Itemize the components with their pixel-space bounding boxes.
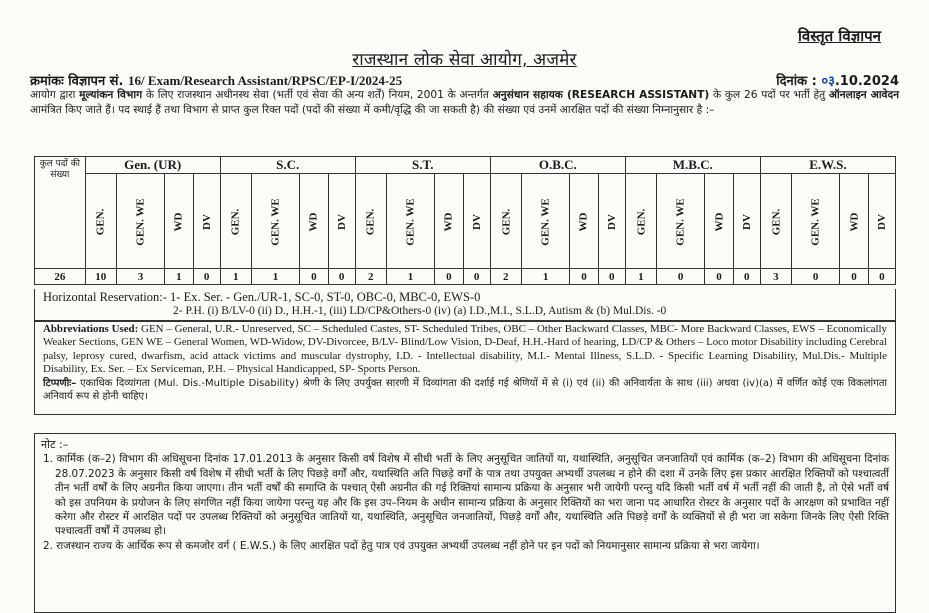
posts-value: 2 bbox=[355, 269, 386, 285]
subcategory-header-row bbox=[35, 174, 896, 269]
subcategory-label: GEN. bbox=[364, 208, 377, 236]
subcategory-label: GEN. bbox=[634, 208, 647, 236]
subcategory-header bbox=[625, 174, 656, 269]
abbreviations-text: GEN – General, U.R.- Unreserved, SC – Scheduled Castes, ST- Scheduled Tribes, OBC – Other Backward Classes, MBC- More Backward Classes, EWS – Economically Weaker Sections, GEN WE – General Women, WD-Widow, DV-Divorcee, B/LV- Blind/Low Vision, D-Deaf, H.H.-Hard of hearing, LD/CP & Others – Loco motor Disability including Cerebral palsy, leprosy cured, dwarfism, acid attack victims and muscular dystrophy, I.D. - Intellectual disability, M.I.- Mental Illness, S.L.D. - Specific Learning Disability, Mul.Dis.- Multiple Disability, Ex. Ser. – Ex Serviceman, P.H. – Physical Handicapped, SP- Sports Person. bbox=[43, 323, 887, 376]
subcategory-header bbox=[598, 174, 625, 269]
subcategory-header bbox=[868, 174, 895, 269]
subcategory-header bbox=[733, 174, 760, 269]
posts-value: 1 bbox=[165, 269, 193, 285]
subcategory-header bbox=[435, 174, 463, 269]
online-application: ऑनलाइन आवेदन bbox=[828, 89, 899, 101]
note-item: 2. राजस्थान राज्य के आर्थिक रूप से कमजोर वर्ग ( E.W.S.) के लिए आरक्षित पदों हेतु पात्र एवं उपयुक्त अभ्यर्थी उपलब्ध नहीं होने पर इन पदों को नियमानुसार सामान्य प्रक्रिया से भरा जायेगा। bbox=[43, 539, 760, 552]
remark-label: टिप्पणीः– bbox=[43, 377, 77, 389]
category-header-row bbox=[35, 157, 896, 174]
total-posts-value: 26 bbox=[35, 269, 86, 285]
subcategory-header bbox=[220, 174, 251, 269]
notes-box bbox=[34, 433, 896, 613]
subcategory-label: GEN. bbox=[769, 208, 782, 236]
posts-value: 0 bbox=[300, 269, 328, 285]
posts-value: 0 bbox=[463, 269, 490, 285]
subcategory-label: GEN. bbox=[94, 208, 107, 236]
department-name: मूल्यांकन विभाग bbox=[79, 89, 143, 101]
subcategory-label: DV bbox=[335, 214, 348, 230]
subcategory-header bbox=[386, 174, 434, 269]
date-label: दिनांक : bbox=[776, 74, 817, 89]
posts-value: 3 bbox=[760, 269, 791, 285]
advertisement-date bbox=[776, 71, 899, 89]
posts-value: 3 bbox=[116, 269, 164, 285]
subcategory-header bbox=[165, 174, 193, 269]
subcategory-header bbox=[85, 174, 116, 269]
abbreviations-box bbox=[34, 321, 896, 415]
posts-value: 0 bbox=[868, 269, 895, 285]
subcategory-label: DV bbox=[470, 214, 483, 230]
subcategory-header bbox=[791, 174, 839, 269]
posts-value: 0 bbox=[328, 269, 355, 285]
post-name: अनुसंधान सहायक (RESEARCH ASSISTANT) bbox=[492, 89, 710, 101]
intro-text: के कुल 26 पदों पर भर्ती हेतु bbox=[713, 89, 826, 101]
posts-value: 0 bbox=[598, 269, 625, 285]
category-header: S.T. bbox=[355, 157, 490, 174]
posts-value: 2 bbox=[490, 269, 521, 285]
subcategory-header bbox=[490, 174, 521, 269]
posts-value: 0 bbox=[733, 269, 760, 285]
reservation-table bbox=[34, 156, 896, 285]
posts-value: 1 bbox=[386, 269, 434, 285]
reference-row bbox=[30, 71, 899, 87]
notes-heading: नोट :– bbox=[41, 438, 69, 451]
abbreviations-label: Abbreviations Used: bbox=[43, 323, 139, 335]
subcategory-header bbox=[656, 174, 704, 269]
category-header: E.W.S. bbox=[760, 157, 895, 174]
subcategory-header bbox=[251, 174, 299, 269]
subcategory-header bbox=[300, 174, 328, 269]
subcategory-label: DV bbox=[605, 214, 618, 230]
category-header: S.C. bbox=[220, 157, 355, 174]
subcategory-header bbox=[463, 174, 490, 269]
subcategory-label: DV bbox=[740, 214, 753, 230]
subcategory-label: GEN. WE bbox=[539, 198, 552, 246]
category-header: Gen. (UR) bbox=[85, 157, 220, 174]
posts-values-row bbox=[35, 269, 896, 285]
posts-value: 0 bbox=[656, 269, 704, 285]
reference-code: 16/ Exam/Research Assistant/RPSC/EP-I/2024-25 bbox=[127, 73, 403, 88]
intro-paragraph bbox=[30, 88, 899, 118]
subcategory-header bbox=[521, 174, 569, 269]
subcategory-label: DV bbox=[875, 214, 888, 230]
subcategory-header bbox=[193, 174, 220, 269]
subcategory-label: GEN. WE bbox=[809, 198, 822, 246]
intro-text: आमंत्रित किए जाते हैं। पद स्थाई हैं तथा विभाग से प्राप्त कुल रिक्त पदों (पदों की संख्या में कमी/वृद्धि की जा सकती है) की संख्या एवं उनमें आरक्षित पदों की संख्या निम्नानुसार है :– bbox=[30, 104, 715, 116]
subcategory-header bbox=[116, 174, 164, 269]
subcategory-label: GEN. WE bbox=[269, 198, 282, 246]
posts-value: 0 bbox=[705, 269, 733, 285]
note-item: 1. कार्मिक (क–2) विभाग की अधिसूचना दिनांक 17.01.2013 के अनुसार किसी वर्ष विशेष में सीधी भर्ती के लिए अनुसूचित जातियों या, यथास्थिति, अनुसूचित जनजातियों एवं कार्मिक (क–2) विभाग की अधिसूचना दिनांक 28.07.2023 के अनुसार किसी वर्ष विशेष में सीधी भर्ती के लिए पिछड़े वर्गों और, यथास्थिति अति पिछड़े वर्गों के पात्र तथा उपयुक्त अभ्यर्थी उपलब्ध न होने की दशा में उनके लिए इस प्रकार आरक्षित रिक्तियों को पश्चात्वर्ती तीन भर्ती वर्षों के लिए अग्रनीत किया जाएगा। तीन भर्ती वर्षों की समाप्ति के पश्चात् ऐसी अग्रनीत की गई रिक्तियां सामान्य प्रक्रिया के अनुसार भरी जायेगी परन्तु यदि किसी भर्ती वर्ष में भर्ती नहीं की जाती है, तो ऐसे भर्ती वर्ष को इस उपनियम के प्रयोजन के लिए संगणित नहीं किया जायेगा परन्तु यह और कि इस उप–नियम के अधीन सामान्य प्रक्रिया के अनुसार रिक्तियों का भरा जाना पद आधारित रोस्टर के अनुसार पदों के आरक्षण को प्रभावित नहीं करेगा और रोस्टर में आरक्षित पदों पर उपलब्ध रिक्तियों को अनुसूचित जातियों या, यथास्थिति, अनुसूचित जनजातियों, पिछड़े वर्गों और, यथास्थिति अति पिछड़े वर्गों के व्यक्तियों से ही भरा जा सकेगा जिनके लिए ऐसी रिक्ति पश्चात्वर्ती वर्षों में उपलब्ध हो। bbox=[43, 453, 889, 538]
subcategory-header bbox=[328, 174, 355, 269]
posts-value: 0 bbox=[435, 269, 463, 285]
intro-text: के लिए राजस्थान अधीनस्थ सेवा (भर्ती एवं सेवा की अन्य शर्तें) नियम, 2001 के अन्तर्गत bbox=[145, 89, 489, 101]
subcategory-header bbox=[570, 174, 598, 269]
subcategory-label: GEN. bbox=[499, 208, 512, 236]
posts-value: 0 bbox=[840, 269, 868, 285]
date-day: ०३ bbox=[821, 74, 835, 89]
subcategory-header bbox=[355, 174, 386, 269]
posts-value: 1 bbox=[521, 269, 569, 285]
subcategory-header bbox=[760, 174, 791, 269]
subcategory-label: WD bbox=[172, 212, 185, 232]
posts-value: 10 bbox=[85, 269, 116, 285]
remark-text: एकाधिक दिव्यांगता (Mul. Dis.-Multiple Disability) श्रेणी के लिए उपर्युक्त सारणी में दिव्यांगता की दर्शाई गई श्रेणियों में से (i) एवं (ii) की अनिवार्यता के साथ (iii) अथवा (iv)(a) में वर्णित कोई एक विकलांगता अनिवार्य रूप से होनी चाहिए। bbox=[43, 377, 887, 403]
detailed-advertisement-tag: विस्तृत विज्ञापन bbox=[798, 27, 881, 45]
remark bbox=[43, 377, 887, 404]
horizontal-reservation-line2: 2- P.H. (i) B/LV-0 (ii) D., H.H.-1, (iii) LD/CP&Others-0 (iv) (a) I.D.,M.I., S.L.D, Autism & (b) Mul.Dis. -0 bbox=[173, 305, 667, 317]
posts-value: 0 bbox=[791, 269, 839, 285]
subcategory-label: WD bbox=[307, 212, 320, 232]
subcategory-label: WD bbox=[848, 212, 861, 232]
date-rest: .10.2024 bbox=[834, 74, 899, 89]
horizontal-reservation-line1: Horizontal Reservation:- 1- Ex. Ser. - Gen./UR-1, SC-0, ST-0, OBC-0, MBC-0, EWS-0 bbox=[43, 290, 481, 304]
reference-label: क्रमांकः विज्ञापन सं. bbox=[30, 74, 124, 89]
category-header: O.B.C. bbox=[490, 157, 625, 174]
reference-number bbox=[30, 71, 402, 89]
intro-text: आयोग द्वारा bbox=[30, 89, 76, 101]
subcategory-label: WD bbox=[577, 212, 590, 232]
subcategory-label: GEN. WE bbox=[404, 198, 417, 246]
subcategory-label: WD bbox=[712, 212, 725, 232]
posts-value: 1 bbox=[251, 269, 299, 285]
posts-value: 0 bbox=[570, 269, 598, 285]
horizontal-reservation bbox=[34, 289, 896, 321]
category-header: M.B.C. bbox=[625, 157, 760, 174]
subcategory-label: GEN. WE bbox=[134, 198, 147, 246]
subcategory-label: DV bbox=[200, 214, 213, 230]
subcategory-label: WD bbox=[442, 212, 455, 232]
subcategory-label: GEN. bbox=[229, 208, 242, 236]
organization-title: राजस्थान लोक सेवा आयोग, अजमेर bbox=[352, 50, 577, 70]
posts-value: 1 bbox=[220, 269, 251, 285]
total-posts-header: कुल पदों की संख्या bbox=[35, 157, 86, 269]
subcategory-header bbox=[840, 174, 868, 269]
subcategory-header bbox=[705, 174, 733, 269]
posts-value: 0 bbox=[193, 269, 220, 285]
subcategory-label: GEN. WE bbox=[674, 198, 687, 246]
posts-value: 1 bbox=[625, 269, 656, 285]
